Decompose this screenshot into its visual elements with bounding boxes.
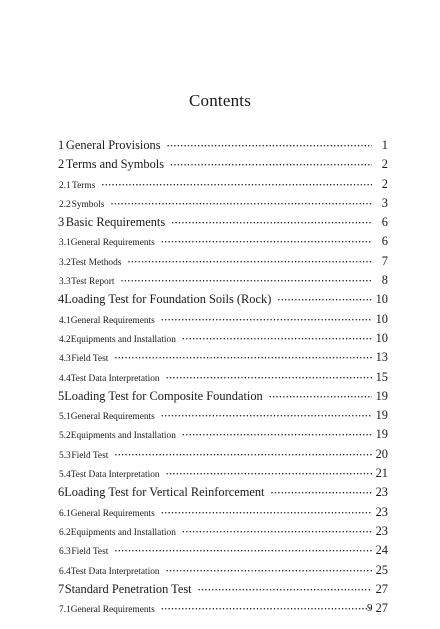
toc-entry-number: 3.1 [59,238,71,249]
toc-leader-dots [161,407,372,426]
toc-entry-page: 21 [375,466,388,481]
toc-section-entry[interactable] [58,445,388,464]
toc-entry-page: 7 [381,253,388,268]
toc-entry-number: 7.1 [59,605,71,616]
toc-entry-number: 3 [58,215,65,230]
toc-entry-label: Equipments and Installation [70,431,176,442]
toc-entry-label: Field Test [71,547,109,558]
toc-entry-number: 4.3 [59,354,71,365]
toc-entry-label: Loading Test for Vertical Reinforcement [64,485,265,500]
toc-entry-page: 2 [381,157,388,172]
toc-chapter-entry[interactable] [58,483,388,502]
toc-entry-label: Equipments and Installation [70,334,176,345]
toc-entry-page: 19 [375,427,388,442]
toc-chapter-entry[interactable] [58,155,388,174]
toc-entry-label: Terms and Symbols [65,157,165,172]
toc-entry-label: Symbols [71,199,105,210]
toc-entry-page: 6 [381,215,388,230]
toc-leader-dots [182,426,372,445]
toc-leader-dots [120,272,372,291]
toc-entry-label: Standard Penetration Test [64,581,192,596]
toc-leader-dots [166,369,372,388]
toc-leader-dots [277,291,371,310]
toc-entry-label: General Provisions [65,138,161,152]
toc-entry-number: 2 [58,157,65,172]
toc-leader-dots [167,137,372,156]
toc-section-entry[interactable] [58,503,388,522]
toc-leader-dots [127,253,372,272]
toc-entry-page: 23 [375,523,388,538]
toc-section-entry[interactable] [58,348,388,367]
toc-entry-number: 6 [58,485,65,500]
toc-entry-number: 7 [58,581,65,596]
toc-entry-page: 10 [375,292,388,307]
toc-leader-dots [170,156,372,175]
toc-section-entry[interactable] [58,425,388,444]
toc-leader-dots [161,233,372,252]
contents-title: Contents [188,91,252,110]
toc-entry-number: 3.3 [59,277,71,288]
toc-leader-dots [171,214,372,233]
toc-entry-page: 3 [381,195,388,210]
toc-entry-page: 20 [375,446,388,461]
toc-entry-number: 1 [58,138,65,152]
toc-leader-dots [110,195,372,214]
toc-entry-page: 15 [375,369,388,384]
toc-leader-dots [271,484,372,503]
toc-entry-page: 25 [375,562,388,577]
toc-entry-number: 4 [58,292,65,307]
toc-entry-label: Test Report [71,277,115,288]
toc-entry-number: 4.4 [59,373,71,384]
toc-entry-number: 4.1 [59,315,71,326]
toc-entry-number: 5.2 [59,431,71,442]
toc-entry-label: Test Methods [70,257,122,268]
toc-entry-page: 23 [375,504,388,519]
toc-entry-number: 5 [58,388,65,403]
toc-section-entry[interactable] [58,175,388,194]
toc-entry-page: 23 [375,485,388,500]
toc-section-entry[interactable] [58,368,388,387]
toc-entry-label: Equipments and Installation [70,527,176,538]
toc-entry-page: 10 [375,311,388,326]
toc-chapter-entry[interactable] [58,136,388,155]
toc-section-entry[interactable] [58,271,388,290]
toc-leader-dots [182,330,372,349]
toc-chapter-entry[interactable] [58,213,388,232]
toc-leader-dots [161,600,372,619]
toc-section-entry[interactable] [58,541,388,560]
toc-list [58,136,388,618]
toc-entry-label: Test Data Interpretation [70,566,160,577]
toc-section-entry[interactable] [58,599,388,618]
toc-entry-page: 8 [381,273,388,288]
toc-entry-label: General Requirements [70,508,155,519]
toc-section-entry[interactable] [58,464,388,483]
toc-entry-number: 5.4 [59,470,71,481]
toc-leader-dots [114,446,371,465]
toc-entry-number: 2.1 [59,180,71,191]
toc-entry-label: General Requirements [70,412,155,423]
toc-section-entry[interactable] [58,522,388,541]
toc-section-entry[interactable] [58,561,388,580]
toc-leader-dots [114,542,371,561]
toc-entry-number: 3.2 [59,257,71,268]
toc-leader-dots [101,176,372,195]
toc-chapter-entry[interactable] [58,580,388,599]
toc-entry-label: Field Test [71,354,109,365]
toc-entry-page: 24 [375,543,388,558]
toc-leader-dots [269,388,372,407]
toc-entry-label: Basic Requirements [65,215,166,230]
toc-entry-number: 4.2 [59,334,71,345]
toc-entry-number: 6.4 [59,566,71,577]
toc-entry-label: Field Test [71,450,109,461]
toc-entry-label: Terms [72,180,96,191]
toc-entry-number: 2.2 [59,199,71,210]
toc-entry-page: 2 [381,176,388,191]
toc-leader-dots [161,311,372,330]
toc-leader-dots [198,581,372,600]
toc-section-entry[interactable] [58,406,388,425]
toc-entry-number: 6.2 [59,527,71,538]
toc-entry-page: 1 [381,138,388,152]
toc-leader-dots [166,465,372,484]
toc-entry-page: 10 [375,330,388,345]
toc-leader-dots [182,523,372,542]
toc-leader-dots [114,349,371,368]
toc-entry-label: Test Data Interpretation [70,470,160,481]
toc-chapter-entry[interactable] [58,387,388,406]
toc-section-entry[interactable] [58,310,388,329]
toc-entry-label: General Requirements [70,238,155,249]
page-number: 9 [367,602,373,614]
toc-section-entry[interactable] [58,329,388,348]
toc-entry-page: 6 [381,234,388,249]
toc-entry-number: 6.3 [59,547,71,558]
toc-entry-label: Loading Test for Composite Foundation [64,388,263,403]
toc-entry-number: 5.1 [59,412,71,423]
toc-entry-page: 27 [375,581,388,596]
toc-entry-page: 19 [375,408,388,423]
toc-entry-number: 6.1 [59,508,71,519]
toc-entry-label: Loading Test for Foundation Soils (Rock) [64,292,272,307]
toc-section-entry[interactable] [58,252,388,271]
toc-entry-page: 13 [375,350,388,365]
toc-entry-label: General Requirements [70,315,155,326]
toc-leader-dots [161,504,372,523]
toc-entry-page: 27 [375,601,388,616]
toc-entry-label: Test Data Interpretation [70,373,160,384]
toc-entry-page: 19 [375,388,388,403]
toc-entry-number: 5.3 [59,450,71,461]
toc-section-entry[interactable] [58,194,388,213]
toc-entry-label: General Requirements [70,605,155,616]
toc-section-entry[interactable] [58,232,388,251]
toc-chapter-entry[interactable] [58,290,388,309]
toc-leader-dots [166,562,372,581]
